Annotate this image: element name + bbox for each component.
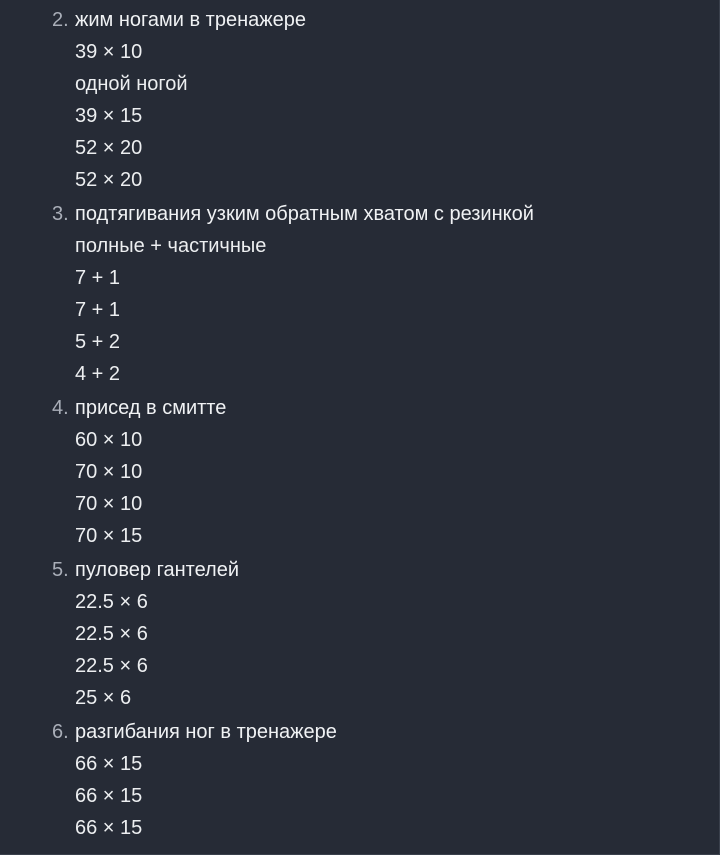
- exercise-number: 5.: [52, 559, 69, 581]
- set-line: 70 × 15: [75, 525, 143, 547]
- exercise-title: присед в смитте: [75, 397, 227, 419]
- exercise-title: жим ногами в тренажере: [75, 9, 306, 31]
- set-note: одной ногой: [75, 73, 188, 95]
- set-line: 70 × 10: [75, 461, 143, 483]
- set-line: 52 × 20: [75, 137, 143, 159]
- set-line: 22.5 × 6: [75, 655, 148, 677]
- set-line: 60 × 10: [75, 429, 143, 451]
- set-line: 4 + 2: [75, 363, 121, 385]
- set-line: 52 × 20: [75, 169, 143, 191]
- set-line: 66 × 15: [75, 753, 143, 775]
- set-line: 25 × 6: [75, 687, 132, 709]
- exercise-item: [0, 716, 719, 844]
- exercise-title: разгибания ног в тренажере: [75, 721, 337, 743]
- set-line: 5 + 2: [75, 331, 121, 353]
- exercise-item: [0, 4, 719, 196]
- set-line: 7 + 1: [75, 267, 121, 289]
- exercise-number: 6.: [52, 721, 69, 743]
- set-line: 22.5 × 6: [75, 591, 148, 613]
- set-line: 22.5 × 6: [75, 623, 148, 645]
- exercise-title: пуловер гантелей: [75, 559, 239, 581]
- set-line: 7 + 1: [75, 299, 121, 321]
- exercise-number: 2.: [52, 9, 69, 31]
- exercise-title: подтягивания узким обратным хватом с резинкой: [75, 203, 534, 225]
- set-line: 39 × 10: [75, 41, 143, 63]
- exercise-item: [0, 392, 719, 552]
- set-line: 70 × 10: [75, 493, 143, 515]
- exercise-item: [0, 198, 719, 390]
- set-line: 66 × 15: [75, 817, 143, 839]
- exercise-number: 3.: [52, 203, 69, 225]
- set-note: полные + частичные: [75, 235, 267, 257]
- set-line: 66 × 15: [75, 785, 143, 807]
- set-line: 39 × 15: [75, 105, 143, 127]
- exercise-item: [0, 554, 719, 714]
- exercise-number: 4.: [52, 397, 69, 419]
